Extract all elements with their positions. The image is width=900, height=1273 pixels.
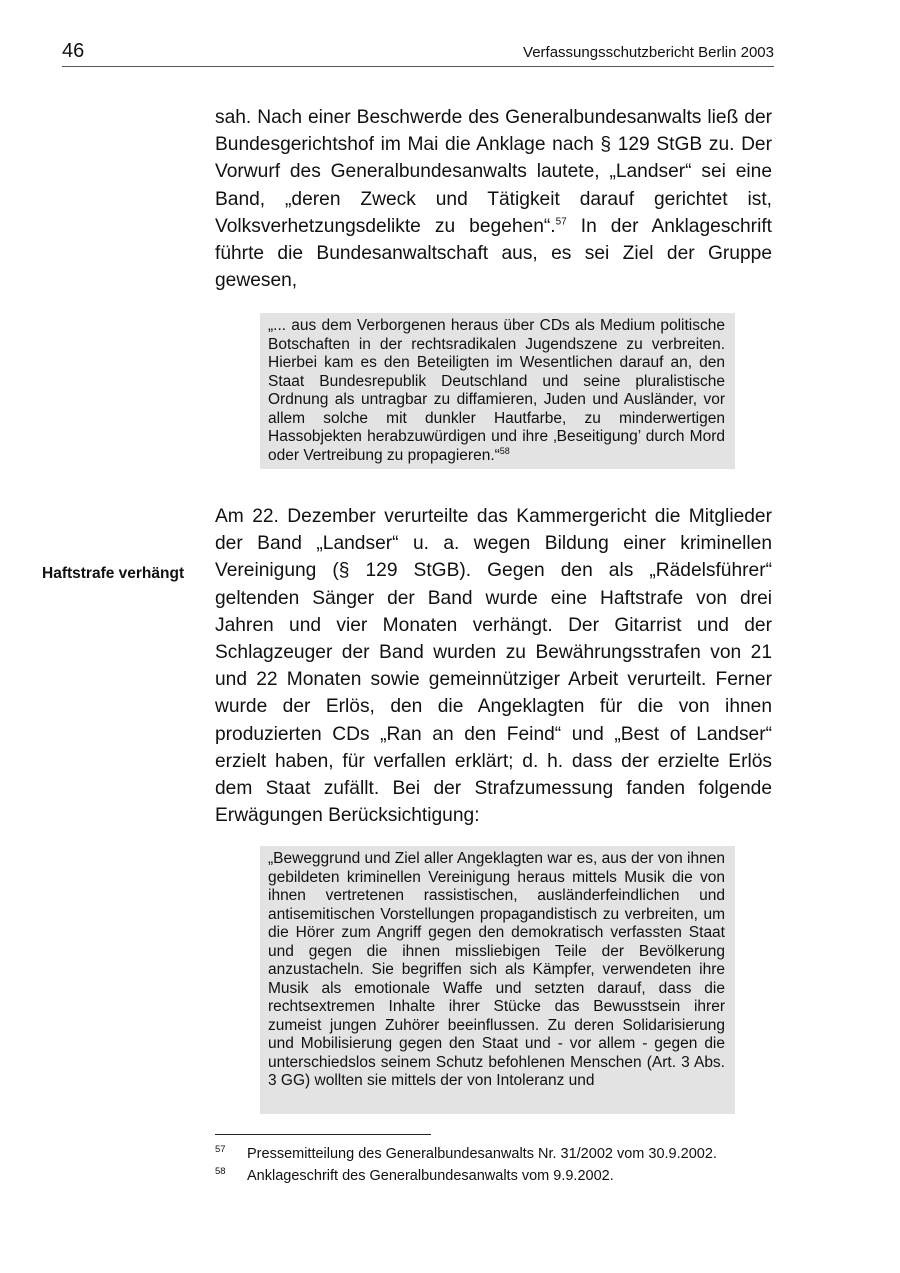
footnote-number: 57: [215, 1144, 226, 1155]
footnote-text: Anklageschrift des Generalbundesanwalts vom 9.9.2002.: [247, 1168, 614, 1184]
footnote-ref-58: 58: [499, 445, 510, 456]
footnote-text: Pressemitteilung des Generalbundesanwalts Nr. 31/2002 vom 30.9.2002.: [247, 1146, 717, 1162]
footnote-number: 58: [215, 1166, 226, 1177]
footnote-ref-57: 57: [555, 216, 567, 228]
page-number: 46: [62, 40, 85, 62]
paragraph-1-text-b: In der Anklageschrift führte die Bundesanwaltschaft aus, es sei Ziel der Gruppe gewesen,: [215, 215, 772, 292]
block-quote-2: „Beweggrund und Ziel aller Angeklagten war es, aus der von ihnen gebildeten kriminellen Vereinigung heraus mittels Musik die von ihnen vertretenen rassistischen, ausländerfeindlichen und antisemitischen Vorstellungen propagandistisch zu verbreiten, um die Hörer zum Angriff gegen den demokratisch verfassten Staat und gegen die ihnen missliebigen Teile der Bevölkerung anzustacheln. Sie begriffen sich als Kämpfer, verwendeten ihre Musik als emotionale Waffe und setzten darauf, dass die rechtsextremen Inhalte ihrer Stücke das Bewusstsein ihrer zumeist jungen Zuhörer beeinflussen. Zu deren Solidarisierung und Mobilisierung gegen den Staat und - vor allem - gegen die unterschiedslos seinem Schutz befohlenen Menschen (Art. 3 Abs. 3 GG) wollten sie mittels der von Intoleranz und: [260, 846, 735, 1114]
block-quote-1: [260, 313, 735, 469]
paragraph-1-text-a: sah. Nach einer Beschwerde des Generalbundesanwalts ließ der Bundesgerichtshof im Mai die Anklage nach § 129 StGB zu. Der Vorwurf des Generalbundesanwalts lautete, „Landser“ sei eine Band, „deren Zweck und Tätigkeit darauf gerichtet ist, Volksverhetzungsdelikte zu begehen“.: [215, 107, 772, 237]
body-paragraph-2: Am 22. Dezember verurteilte das Kammergericht die Mitglieder der Band „Landser“ u. a. wegen Bildung einer kriminellen Vereinigung (§ 129 StGB). Gegen den als „Rädelsführer“ geltenden Sänger der Band wurde eine Haftstrafe von drei Jahren und vier Monaten verhängt. Der Gitarrist und der Schlagzeuger der Band wurden zu Bewährungsstrafen von 21 und 22 Monaten sowie gemeinnütziger Arbeit verurteilt. Ferner wurde der Erlös, den die Angeklagten für die von ihnen produzierten CDs „Ran an den Feind“ und „Best of Landser“ erzielt haben, für verfallen erklärt; d. h. dass der erzielte Erlös dem Staat zufällt. Bei der Strafzumessung fanden folgende Erwägungen Berücksichtigung:: [215, 506, 772, 827]
quote-1-text: „... aus dem Verborgenen heraus über CDs als Medium politische Botschaften in der rechtsradikalen Jugendszene zu verbreiten. Hierbei kam es den Beteiligten im Wesentlichen darauf an, den Staat Bundesrepublik Deutschland und seine pluralistische Ordnung als untragbar zu diffamieren, Juden und Ausländer, vor allem solche mit dunkler Hautfarbe, zu minderwertigen Hassobjekten herabzuwürdigen und ihre ‚Beseitigung’ durch Mord oder Vertreibung zu propagieren.“: [268, 317, 725, 464]
body-paragraph-1: [215, 104, 772, 294]
margin-note: Haftstrafe verhängt: [42, 565, 185, 582]
footnote-divider: [215, 1134, 431, 1135]
page-header: [62, 38, 774, 67]
running-title: Verfassungsschutzbericht Berlin 2003: [523, 44, 774, 61]
